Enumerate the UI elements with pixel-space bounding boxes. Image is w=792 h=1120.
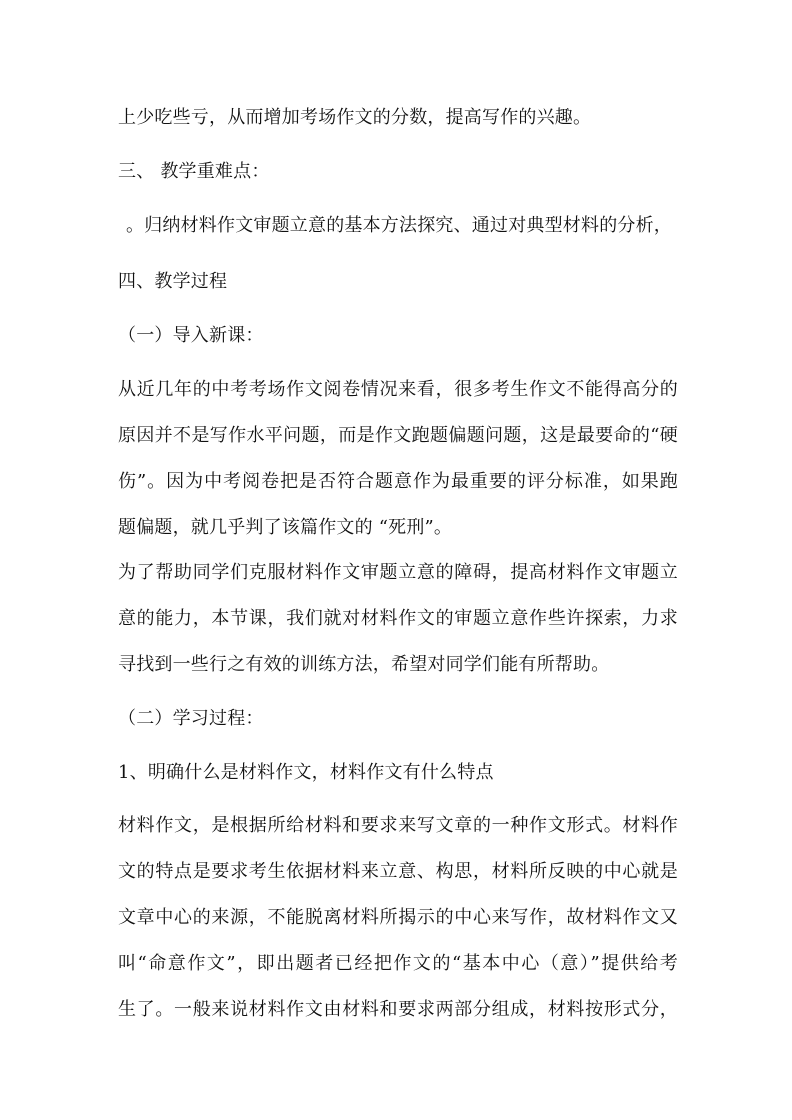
text-line: 。归纳材料作文审题立意的基本方法探究、通过对典型材料的分析， [126,215,672,236]
text-line: 从近几年的中考考场作文阅卷情况来看，很多考生作文不能得高分的 [118,379,678,400]
text-line: 文章中心的来源，不能脱离材料所揭示的中心来写作，故材料作文又 [118,907,678,928]
text-line: 原因并不是写作水平问题，而是作文跑题偏题问题，这是最要命的“硬 [118,425,678,446]
text-line: 材料作文，是根据所给材料和要求来写文章的一种作文形式。材料作 [118,815,678,836]
section-heading: 三、 教学重难点： [118,161,270,182]
text-line: 伤”。因为中考阅卷把是否符合题意作为最重要的评分标准，如果跑 [118,471,678,492]
subsection-heading: （一）导入新课： [118,325,264,346]
text-line: 上少吃些亏，从而增加考场作文的分数，提高写作的兴趣。 [118,107,592,128]
text-line: 生了。一般来说材料作文由材料和要求两部分组成，材料按形式分， [118,999,678,1020]
text-line: 叫“命意作文”，即出题者已经把作文的“基本中心（意）”提供给考 [118,953,678,974]
text-line: 题偏题，就几乎判了该篇作文的 “死刑”。 [118,517,453,538]
text-line: 为了帮助同学们克服材料作文审题立意的障碍，提高材料作文审题立 [118,562,678,583]
section-heading: 四、教学过程 [118,271,228,292]
text-line: 寻找到一些行之有效的训练方法，希望对同学们能有所帮助。 [118,654,610,675]
text-line: 文的特点是要求考生依据材料来立意、构思，材料所反映的中心就是 [118,861,678,882]
list-heading: 1、明确什么是材料作文，材料作文有什么特点 [118,762,494,783]
subsection-heading: （二）学习过程： [118,708,264,729]
text-line: 意的能力，本节课，我们就对材料作文的审题立意作些许探索，力求 [118,608,678,629]
